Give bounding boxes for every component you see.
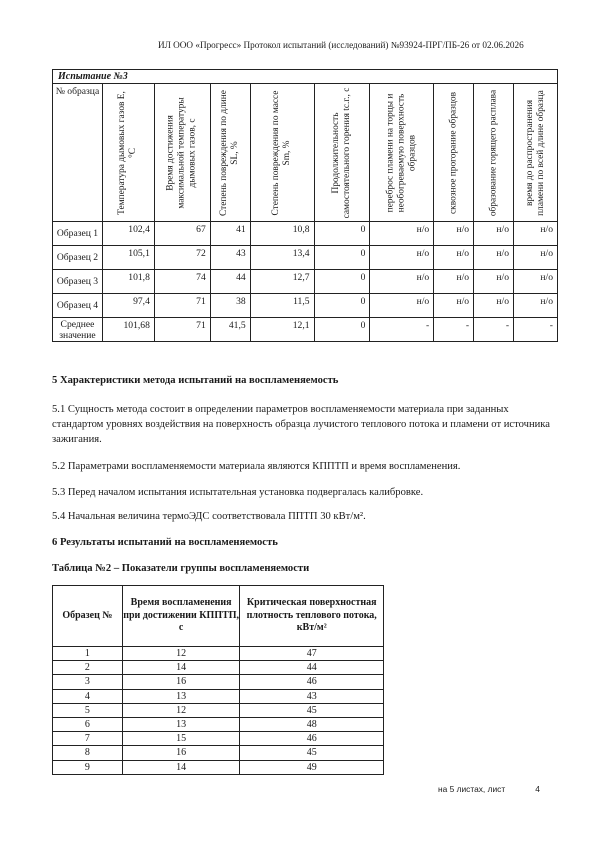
header-cell: [514, 84, 558, 222]
table-cell: н/о: [474, 270, 514, 294]
table-cell: 2: [53, 661, 123, 675]
table-cell: 43: [210, 246, 250, 270]
table-cell: н/о: [434, 270, 474, 294]
section5-title: 5 Характеристики метода испытаний на воспламеняемость: [52, 375, 339, 386]
table-row: [53, 689, 384, 703]
table-cell: 45: [240, 746, 384, 760]
table-cell: -: [370, 318, 434, 342]
table-cell: 13: [122, 717, 240, 731]
table-cell: 105,1: [102, 246, 154, 270]
table-cell: 6: [53, 717, 123, 731]
sample-name: Образец 1: [53, 222, 103, 246]
header-sample-number: № образца: [53, 84, 103, 222]
header-text: Время достижения максимальной температуры дымовых газов, с: [165, 96, 198, 209]
paragraph-5-2: 5.2 Параметрами воспламеняемости материала являются КППТП и время воспламенения.: [52, 461, 461, 472]
sample-name: Образец 2: [53, 246, 103, 270]
table-cell: н/о: [514, 270, 558, 294]
table2-title: Таблица №2 – Показатели группы воспламеняемости: [52, 563, 310, 574]
table-row: [53, 661, 384, 675]
table-cell: н/о: [434, 246, 474, 270]
table-cell: 46: [240, 732, 384, 746]
table-cell: 0: [314, 246, 370, 270]
page-number: 4: [535, 784, 540, 794]
section6-title: 6 Результаты испытаний на воспламеняемость: [52, 537, 278, 548]
table-cell: н/о: [474, 246, 514, 270]
table-row: [53, 222, 558, 246]
table-cell: 47: [240, 647, 384, 661]
table-cell: н/о: [434, 222, 474, 246]
table-cell: 46: [240, 675, 384, 689]
table-cell: 74: [154, 270, 210, 294]
table-cell: 14: [122, 661, 240, 675]
ignitability-table: [52, 585, 384, 775]
table-cell: 48: [240, 717, 384, 731]
table-cell: н/о: [370, 294, 434, 318]
table-cell: 9: [53, 760, 123, 774]
table-cell: н/о: [514, 222, 558, 246]
paragraph-5-1: 5.1 Сущность метода состоит в определении параметров воспламеняемости материала при заданных стандартом уровнях воздействия на поверхность образца лучистого теплового потока и пламени от источника зажигания.: [52, 404, 550, 445]
table-cell: 41: [210, 222, 250, 246]
header-cell: [474, 84, 514, 222]
table-cell: 71: [154, 294, 210, 318]
table-row: [53, 246, 558, 270]
header-cell: [434, 84, 474, 222]
table-cell: 0: [314, 270, 370, 294]
page-footer: [438, 784, 540, 794]
header-cell: [102, 84, 154, 222]
table-cell: 1: [53, 647, 123, 661]
table-cell: 7: [53, 732, 123, 746]
table-caption: Испытание №3: [53, 70, 558, 84]
table-cell: н/о: [370, 270, 434, 294]
table-row: [53, 270, 558, 294]
header-cell: Образец №: [53, 586, 123, 647]
paragraph-5-4: 5.4 Начальная величина термоЭДС соответствовала ППТП 30 кВт/м².: [52, 511, 366, 522]
table-header-row: [53, 586, 384, 647]
header-text: сквозное прогорание образцов: [448, 91, 459, 214]
table-cell: 16: [122, 675, 240, 689]
table-cell: н/о: [474, 222, 514, 246]
table-cell: 13: [122, 689, 240, 703]
table-cell: 72: [154, 246, 210, 270]
table-row: [53, 760, 384, 774]
table-cell: 38: [210, 294, 250, 318]
test3-table: [52, 69, 558, 342]
table-cell: 3: [53, 675, 123, 689]
table-cell: 0: [314, 222, 370, 246]
table-cell: -: [434, 318, 474, 342]
table-cell: 101,8: [102, 270, 154, 294]
table-cell: 0: [314, 318, 370, 342]
header-cell: [250, 84, 314, 222]
table-cell: 41,5: [210, 318, 250, 342]
table-cell: 13,4: [250, 246, 314, 270]
table-cell: 15: [122, 732, 240, 746]
header-cell: [210, 84, 250, 222]
paragraph-5-3: 5.3 Перед началом испытания испытательная установка подвергалась калибровке.: [52, 487, 424, 498]
table-cell: н/о: [434, 294, 474, 318]
table-cell: 12,7: [250, 270, 314, 294]
table-header-row: [53, 84, 558, 222]
table-row: [53, 294, 558, 318]
sample-name: Образец 4: [53, 294, 103, 318]
table-cell: н/о: [514, 294, 558, 318]
sample-name: Среднее значение: [53, 318, 103, 342]
table-cell: 71: [154, 318, 210, 342]
table-cell: 14: [122, 760, 240, 774]
table-cell: -: [474, 318, 514, 342]
table-cell: 10,8: [250, 222, 314, 246]
header-text: Степень повреждения по массе Sm, %: [271, 90, 293, 215]
table-cell: 12: [122, 647, 240, 661]
table-cell: 44: [210, 270, 250, 294]
table-cell: 102,4: [102, 222, 154, 246]
header-cell: [370, 84, 434, 222]
table-cell: 4: [53, 689, 123, 703]
header-text: Степень повреждения по длине SL, %: [219, 89, 241, 216]
table-caption-row: [53, 70, 558, 84]
table-cell: 44: [240, 661, 384, 675]
table-row: [53, 717, 384, 731]
header-text: Температура дымовых газов Е, °С: [117, 90, 139, 215]
table-cell: н/о: [514, 246, 558, 270]
table-row: [53, 703, 384, 717]
table-cell: 45: [240, 703, 384, 717]
header-text: время до распространения пламени по всей длине образца: [524, 89, 546, 216]
table-cell: 5: [53, 703, 123, 717]
table-row: [53, 732, 384, 746]
header-cell: Время воспламенения при достижении КППТП, с: [122, 586, 240, 647]
sample-name: Образец 3: [53, 270, 103, 294]
table-cell: н/о: [474, 294, 514, 318]
table-cell: н/о: [370, 222, 434, 246]
header-cell: Критическая поверхностная плотность теплового потока, кВт/м²: [240, 586, 384, 647]
table-cell: 97,4: [102, 294, 154, 318]
header-text: переброс пламени на торцы и необогреваемую поверхность образцов: [385, 93, 418, 212]
header-cell: [314, 84, 370, 222]
table-cell: 0: [314, 294, 370, 318]
document-header: ИЛ ООО «Прогресс» Протокол испытаний (исследований) №93924-ПРГ/ПБ-26 от 02.06.2026: [158, 40, 524, 50]
table-row: [53, 675, 384, 689]
header-text: Продолжительность самостоятельного горения tс.г., с: [330, 87, 352, 218]
table-cell: 12: [122, 703, 240, 717]
table-cell: -: [514, 318, 558, 342]
sheets-label: на 5 листах, лист: [438, 784, 506, 794]
table-cell: 101,68: [102, 318, 154, 342]
table-cell: 8: [53, 746, 123, 760]
table-row: [53, 647, 384, 661]
table-cell: н/о: [370, 246, 434, 270]
table-row: [53, 746, 384, 760]
header-text: образование горящего расплава: [488, 89, 499, 216]
table-cell: 11,5: [250, 294, 314, 318]
table-row-average: [53, 318, 558, 342]
header-cell: [154, 84, 210, 222]
table-cell: 12,1: [250, 318, 314, 342]
table-cell: 16: [122, 746, 240, 760]
table-cell: 49: [240, 760, 384, 774]
table-cell: 43: [240, 689, 384, 703]
table-cell: 67: [154, 222, 210, 246]
